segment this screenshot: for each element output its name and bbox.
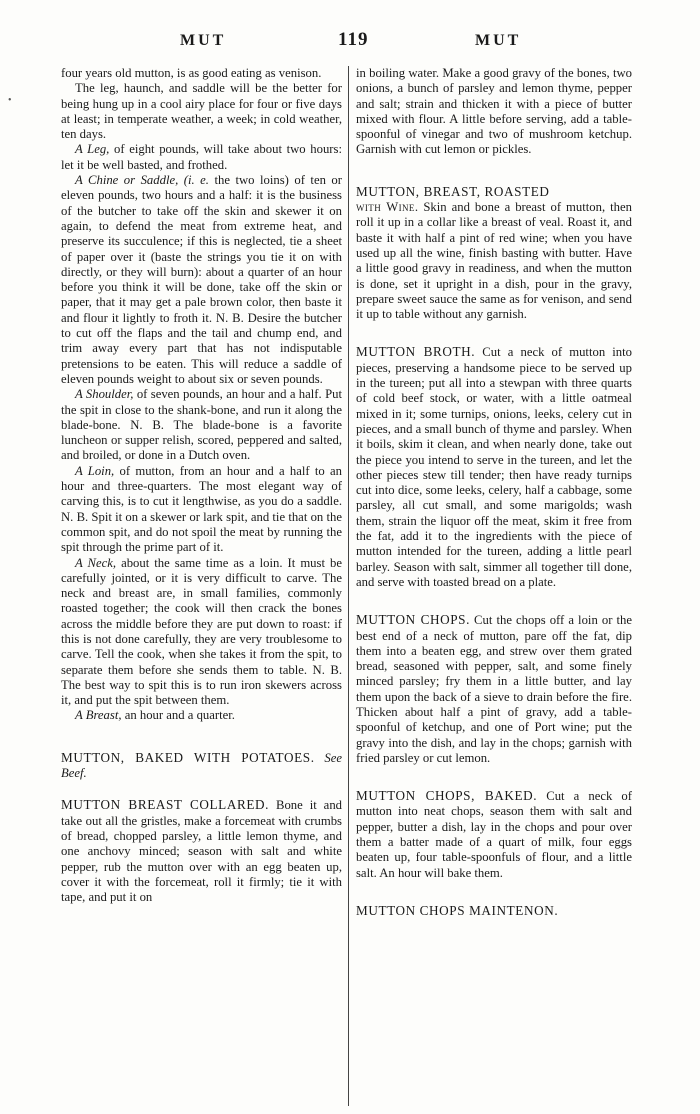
paragraph — [61, 556, 342, 709]
joint-label: A Neck, — [75, 555, 117, 570]
paragraph-text: The leg, haunch, and saddle will be the better for being hung up in a cool airy place for four or five days at least; in temperate weather, a week; in cold weather, ten days. — [61, 81, 342, 142]
recipe-heading: MUTTON CHOPS, BAKED. — [356, 788, 538, 804]
recipe-entry — [356, 184, 632, 323]
joint-label: A Breast, — [75, 708, 122, 723]
recipe-heading: MUTTON BROTH. — [356, 344, 476, 360]
margin-speck: • — [8, 95, 12, 106]
paragraph-text: about the same time as a loin. It must be carefully jointed, or it is very difficult to carve. The neck and breast are, in small families, commonly roasted together; the cook will then crack the bones across the middle before they are put down to roast: if this is not done carefully, they are very troublesome to carve. Tell the cook, when she takes it from the spit, to separate them before she sends them to table. N. B. The best way to spit this is to run iron skewers across it, and put the spit between them. — [61, 555, 342, 708]
recipe-heading: MUTTON CHOPS. — [356, 612, 470, 628]
cross-reference: See Beef. — [61, 750, 342, 781]
recipe-text: Cut the chops off a loin or the best end of a neck of mutton, pare off the fat, dip them into a beaten egg, and strew over them grated bread, seasoned with pepper, salt, and some finely minced parsley; fry them in a little butter, and lay them upon the back of a sieve to drain before the fire. Thicken about half a pint of gravy, add a table-spoonful of ketchup, and one of Port wine; put the gravy into the dish, and lay in the chops; garnish with fried parsley or cut lemon. — [356, 613, 632, 765]
paragraph-text: of eight pounds, will take about two hours: let it be well basted, and frothed. — [61, 142, 342, 172]
paragraph-text: the two loins) of ten or eleven pounds, two hours and a half: it is the business of the butcher to take off the skin and skewer it on again, to defend the meat from extreme heat, and preserve its succulence; if this is neglected, tie a sheet of paper over it (baste the strings you tie it on with directly, or they will burn): about a quarter of an hour before you think it will be done, take off the skin or paper, that it may get a pale brown color, then baste it and flour it lightly to froth it. N. B. Desire the butcher to cut off the flaps and the tail and chump end, and trim away every part that has not indisputable pretensions to be eaten. This will reduce a saddle of eleven pounds weight to about six or seven pounds. — [61, 173, 342, 386]
recipe-text: Skin and bone a breast of mutton, then roll it up in a collar like a breast of veal. Roast it, and baste it with half a pint of red wine; when you have used up all the wine, finish basting with butter. Have a little good gravy in readiness, and when the mutton is done, set it upright in a dish, pour in the gravy, prepare sweet sauce the same as for venison, and send it up to table without any garnish. — [356, 200, 632, 322]
joint-label: A Loin, — [75, 463, 115, 478]
right-column — [356, 66, 632, 1106]
paragraph-text: in boiling water. Make a good gravy of the bones, two onions, a bunch of parsley and lemon thyme, pepper and salt; strain and thicken it with a piece of butter mixed with flour. A little before serving, add a table-spoonful of vinegar and two of mushroom ketchup. Garnish with cut lemon or pickles. — [356, 66, 632, 157]
joint-label: A Chine or Saddle, — [75, 173, 179, 188]
recipe-subheading: with Wine. — [356, 200, 419, 215]
recipe-entry — [356, 612, 632, 766]
paragraph-text: an hour and a quarter. — [121, 708, 235, 723]
recipe-entry — [356, 788, 632, 881]
recipe-text: Bone it and take out all the gristles, make a forcemeat with crumbs of bread, chopped parsley, a little lemon thyme, and one anchovy minced; season with salt and white pepper, rub the mutton over with an egg beaten up, cover it with the forcemeat, roll it firmly; tie it with tape, and put it on — [61, 798, 342, 905]
recipe-entry — [61, 750, 342, 782]
paragraph-text: four years old mutton, is as good eating as venison. — [61, 66, 322, 80]
recipe-heading: MUTTON CHOPS MAINTENON. — [356, 902, 559, 918]
paragraph-text: of mutton, from an hour and a half to an hour and three-quarters. The most elegant way of carving this, is to cut it lengthwise, as you do a saddle. N. B. Spit it on a skewer or lark spit, and tie that on the common spit, and do not spoil the meat by running the spit through the prime part of it. — [61, 463, 342, 555]
paragraph-text: of seven pounds, an hour and a half. Put the spit in close to the shank-bone, and run it along the blade-bone. N. B. The blade-bone is a favorite luncheon or supper relish, scored, peppered and salted, and broiled, or done in a Dutch oven. — [61, 387, 342, 463]
paragraph — [61, 464, 342, 556]
running-head-right: MUT — [475, 32, 522, 49]
paragraph — [61, 81, 342, 142]
paragraph — [61, 708, 342, 723]
recipe-text: Cut a neck of mutton into neat chops, season them with salt and pepper, butter a dish, lay in the chops and pour over them a batter made of a quart of milk, four eggs beaten up, four table-spoonfuls of flour, and a little salt. An hour will bake them. — [356, 789, 632, 880]
paragraph — [356, 66, 632, 158]
running-head-left: MUT — [180, 32, 227, 49]
left-column — [61, 66, 342, 1106]
paragraph — [61, 387, 342, 463]
paragraph — [61, 173, 342, 387]
recipe-heading: MUTTON, BREAST, ROASTED — [356, 183, 550, 199]
paragraph — [61, 66, 342, 81]
ie-abbrev: (i. e. — [178, 173, 209, 188]
recipe-entry — [61, 797, 342, 905]
recipe-entry — [356, 344, 632, 590]
joint-label: A Shoulder, — [75, 387, 134, 402]
recipe-entry — [356, 903, 632, 919]
recipe-heading: MUTTON BREAST COLLARED. — [61, 797, 270, 813]
running-head — [0, 29, 700, 56]
recipe-text: Cut a neck of mutton into pieces, preserving a handsome piece to be served up in the tureen; put all into a stewpan with three quarts of cold beef stock, or water, with a little oatmeal mixed in it; some turnips, onions, leeks, celery cut in pieces, and a small bunch of thyme and parsley. When it boils, skim it clean, and when nearly done, take out the piece you intend to serve in the tureen, and let the other pieces stew till tender; then have ready turnips cut into dice, some leeks, celery, half a cabbage, some parsley, all cut small, and some marigolds; wash them, strain the liquor off the meat, skim it free from the fat, add it to the ingredients with the piece of mutton intended for the tureen, adding a little pearl barley. Season with salt, simmer all together till done, and serve with toasted bread on a plate. — [356, 345, 632, 589]
page-number: 119 — [338, 29, 369, 50]
recipe-heading: MUTTON, BAKED WITH POTATOES. — [61, 749, 315, 765]
paragraph — [61, 142, 342, 173]
joint-label: A Leg, — [75, 142, 110, 157]
column-rule — [348, 66, 349, 1106]
